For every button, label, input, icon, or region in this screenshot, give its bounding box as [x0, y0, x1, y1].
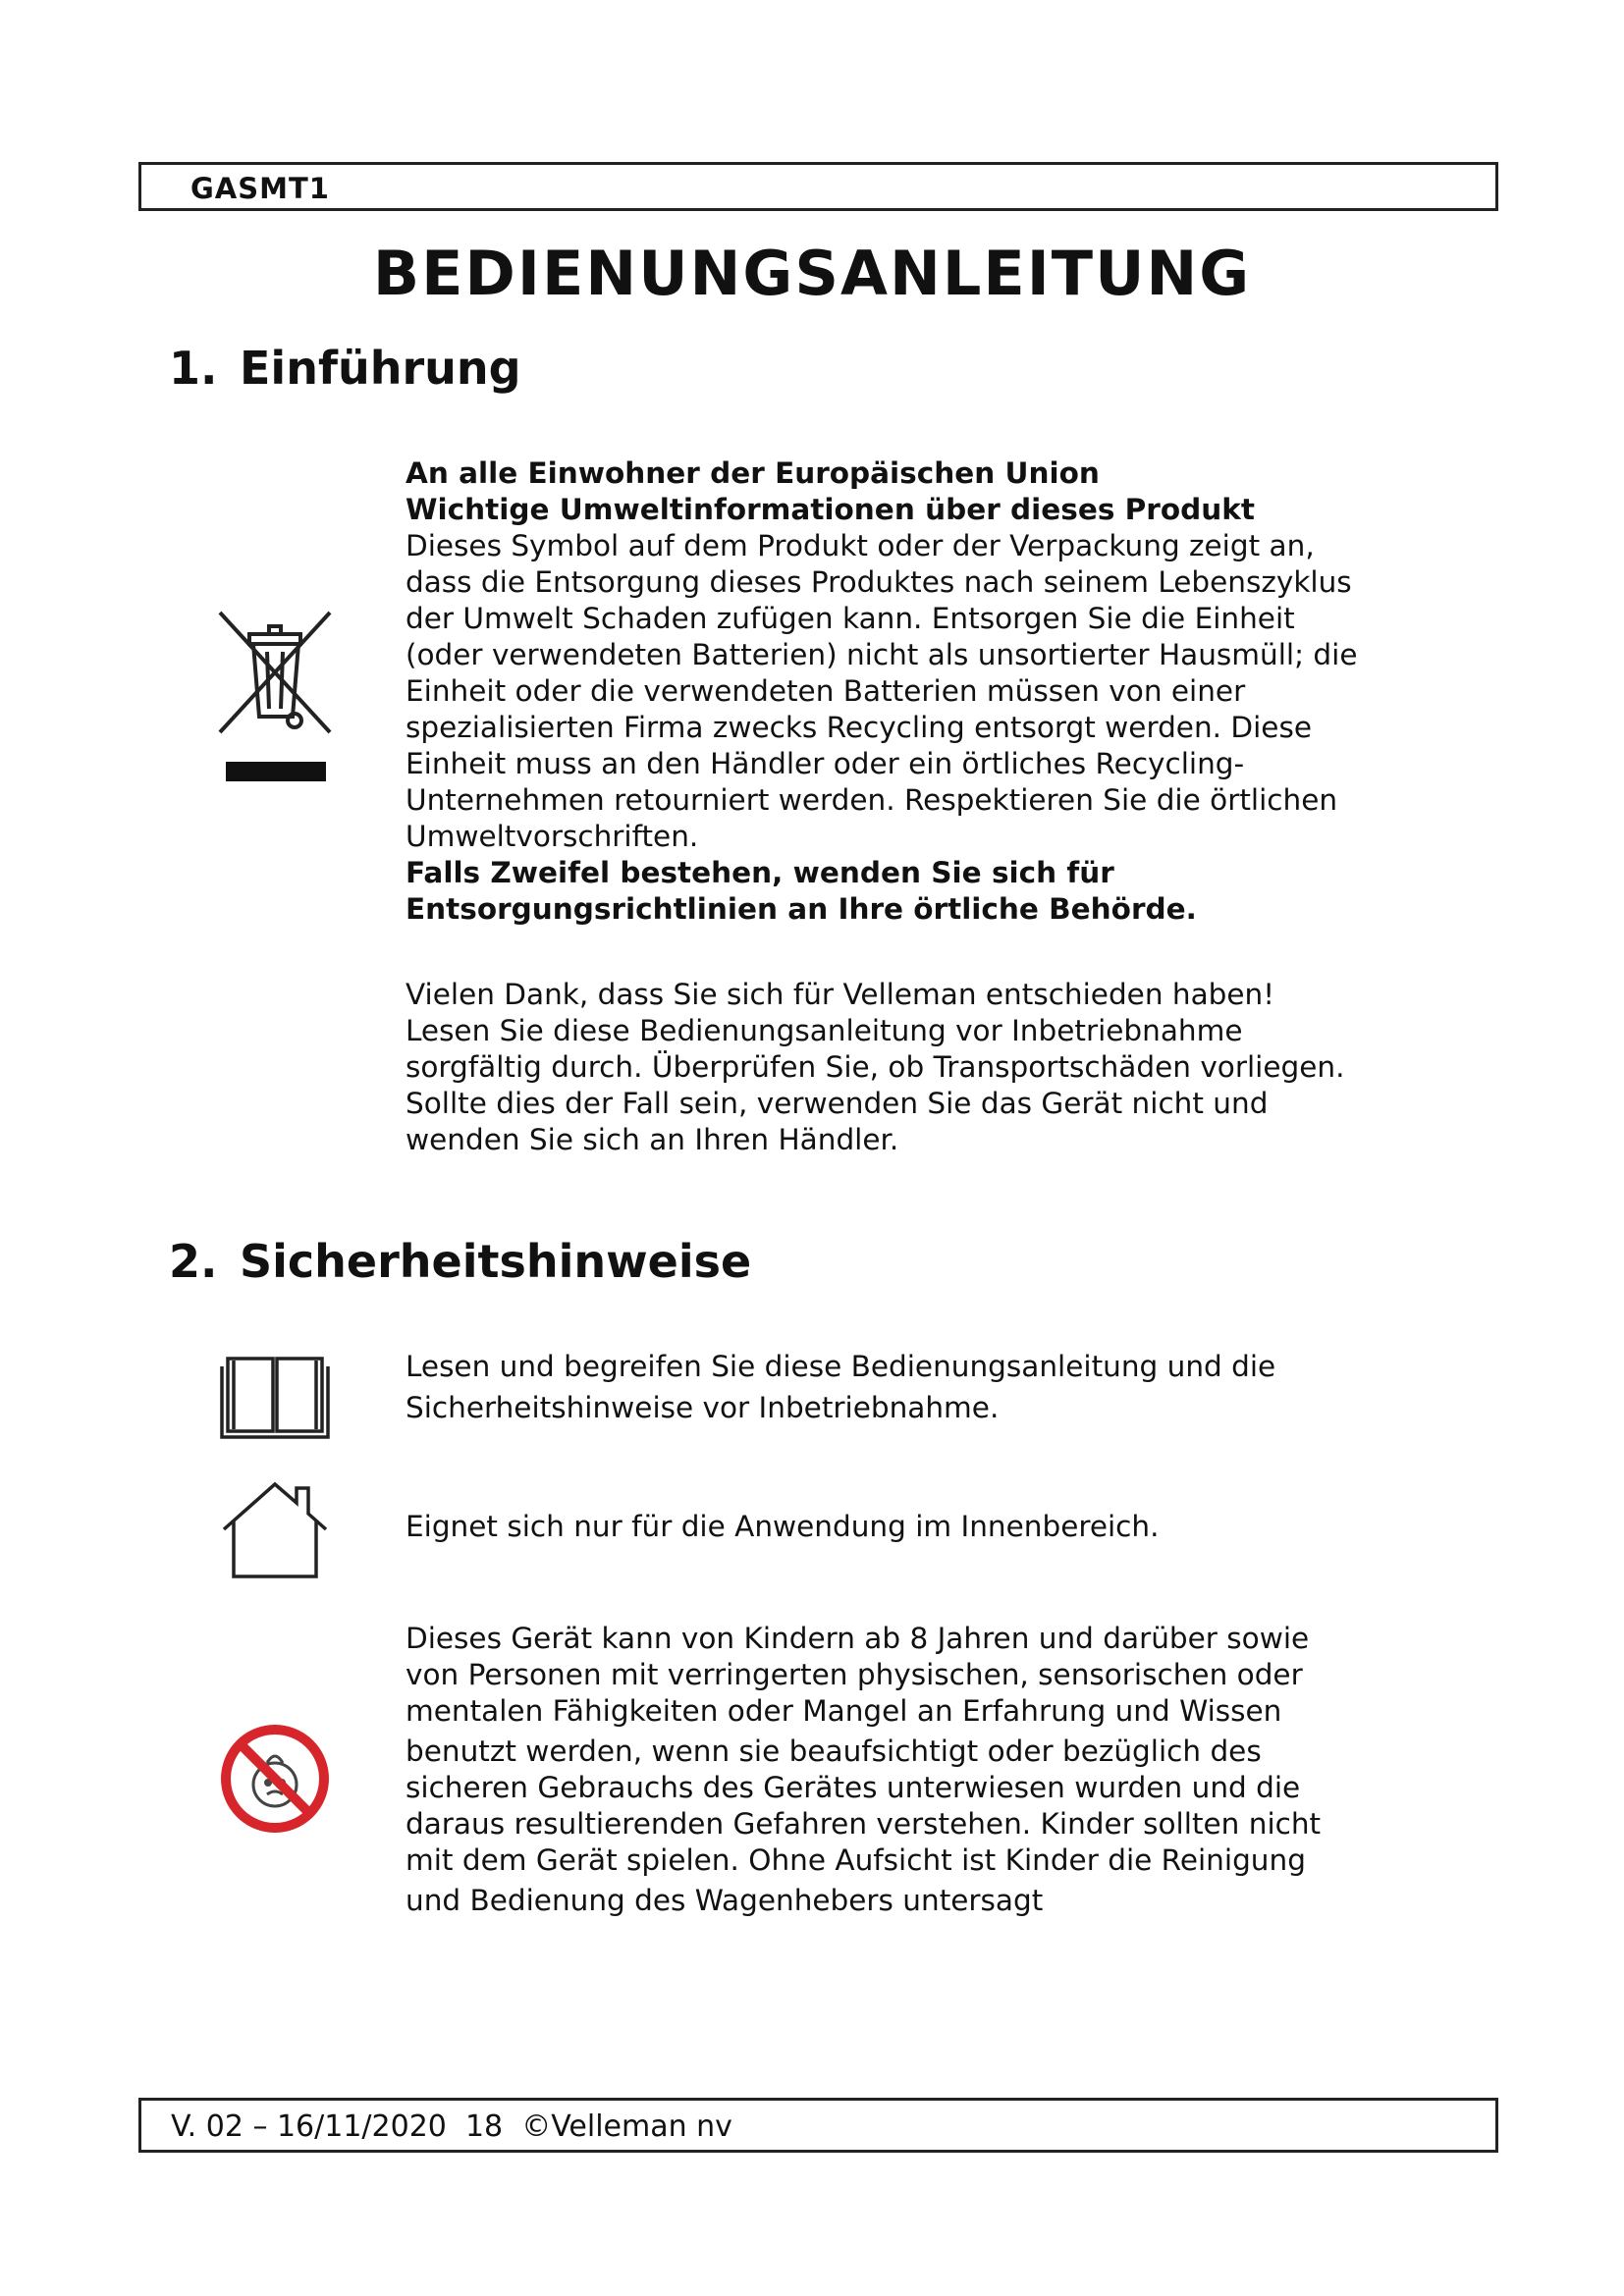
- thanks-line: Sollte dies der Fall sein, verwenden Sie das Gerät nicht und: [406, 1087, 1269, 1120]
- section-1-number: 1.: [169, 342, 218, 395]
- weee-body-line: dass die Entsorgung dieses Produktes nach seinem Lebenszyklus: [406, 565, 1352, 599]
- thanks-notice: [406, 977, 1466, 1158]
- safety-children-line: von Personen mit verringerten physischen, sensorischen oder: [406, 1658, 1303, 1691]
- model-code: GASMT1: [190, 172, 330, 205]
- no-children-icon: [220, 1724, 330, 1834]
- section-1-heading: [169, 342, 521, 395]
- safety-children-line: sicheren Gebrauchs des Gerätes unterwiesen wurden und die: [406, 1771, 1301, 1804]
- safety-children-line: mit dem Gerät spielen. Ohne Aufsicht ist Kinder die Reinigung: [406, 1843, 1306, 1877]
- weee-body-line: Umweltvorschriften.: [406, 820, 699, 853]
- weee-note-1: Falls Zweifel bestehen, wenden Sie sich für: [406, 856, 1114, 889]
- weee-bin-icon: [212, 607, 338, 785]
- weee-body-line: Unternehmen retourniert werden. Respektieren Sie die örtlichen: [406, 783, 1338, 817]
- safety-read-line: Lesen und begreifen Sie diese Bedienungsanleitung und die: [406, 1350, 1276, 1383]
- section-2-title: Sicherheitshinweise: [240, 1235, 752, 1288]
- weee-body-line: (oder verwendeten Batterien) nicht als unsortierter Hausmüll; die: [406, 638, 1358, 671]
- weee-body-line: Einheit oder die verwendeten Batterien müssen von einer: [406, 674, 1246, 708]
- footer-copyright: ©Velleman nv: [521, 2109, 732, 2144]
- document-title: BEDIENUNGSANLEITUNG: [372, 238, 1252, 309]
- weee-body-line: der Umwelt Schaden zufügen kann. Entsorgen Sie die Einheit: [406, 602, 1295, 635]
- weee-heading-1: An alle Einwohner der Europäischen Union: [406, 456, 1100, 490]
- thanks-line: Vielen Dank, dass Sie sich für Velleman entschieden haben!: [406, 978, 1275, 1011]
- safety-read-line: Sicherheitshinweise vor Inbetriebnahme.: [406, 1391, 1000, 1424]
- header-bar: [138, 162, 1498, 211]
- thanks-line: Lesen Sie diese Bedienungsanleitung vor Inbetriebnahme: [406, 1014, 1243, 1047]
- footer-bar: [138, 2098, 1498, 2153]
- section-1-title: Einführung: [240, 342, 521, 395]
- weee-body-line: spezialisierten Firma zwecks Recycling entsorgt werden. Diese: [406, 711, 1312, 744]
- safety-children-line: daraus resultierenden Gefahren verstehen. Kinder sollten nicht: [406, 1807, 1322, 1841]
- thanks-line: sorgfältig durch. Überprüfen Sie, ob Transportschäden vorliegen.: [406, 1050, 1345, 1084]
- manual-book-icon: [218, 1351, 332, 1443]
- weee-notice: [406, 455, 1466, 928]
- weee-body-line: Dieses Symbol auf dem Produkt oder der Verpackung zeigt an,: [406, 529, 1315, 562]
- safety-item-indoor: [406, 1509, 1466, 1545]
- safety-children-line: mentalen Fähigkeiten oder Mangel an Erfahrung und Wissen: [406, 1694, 1282, 1728]
- weee-body-line: Einheit muss an den Händler oder ein örtliches Recycling-: [406, 747, 1245, 780]
- indoor-house-icon: [218, 1478, 332, 1580]
- section-2-heading: [169, 1235, 751, 1288]
- footer-version: V. 02 – 16/11/2020: [171, 2109, 447, 2144]
- weee-heading-2: Wichtige Umweltinformationen über dieses Produkt: [406, 493, 1255, 526]
- safety-children-line: und Bedienung des Wagenhebers untersagt: [406, 1884, 1044, 1917]
- safety-item-children: [406, 1621, 1466, 1919]
- safety-indoor-line: Eignet sich nur für die Anwendung im Innenbereich.: [406, 1510, 1160, 1543]
- safety-children-line: benutzt werden, wenn sie beaufsichtigt oder bezüglich des: [406, 1735, 1262, 1768]
- safety-item-read-manual: [406, 1349, 1466, 1426]
- footer-page-number: 18: [464, 2109, 504, 2144]
- weee-note-2: Entsorgungsrichtlinien an Ihre örtliche Behörde.: [406, 892, 1197, 926]
- safety-children-line: Dieses Gerät kann von Kindern ab 8 Jahren und darüber sowie: [406, 1622, 1310, 1655]
- footer-line: [171, 2109, 732, 2144]
- thanks-line: wenden Sie sich an Ihren Händler.: [406, 1123, 899, 1156]
- section-2-number: 2.: [169, 1235, 218, 1288]
